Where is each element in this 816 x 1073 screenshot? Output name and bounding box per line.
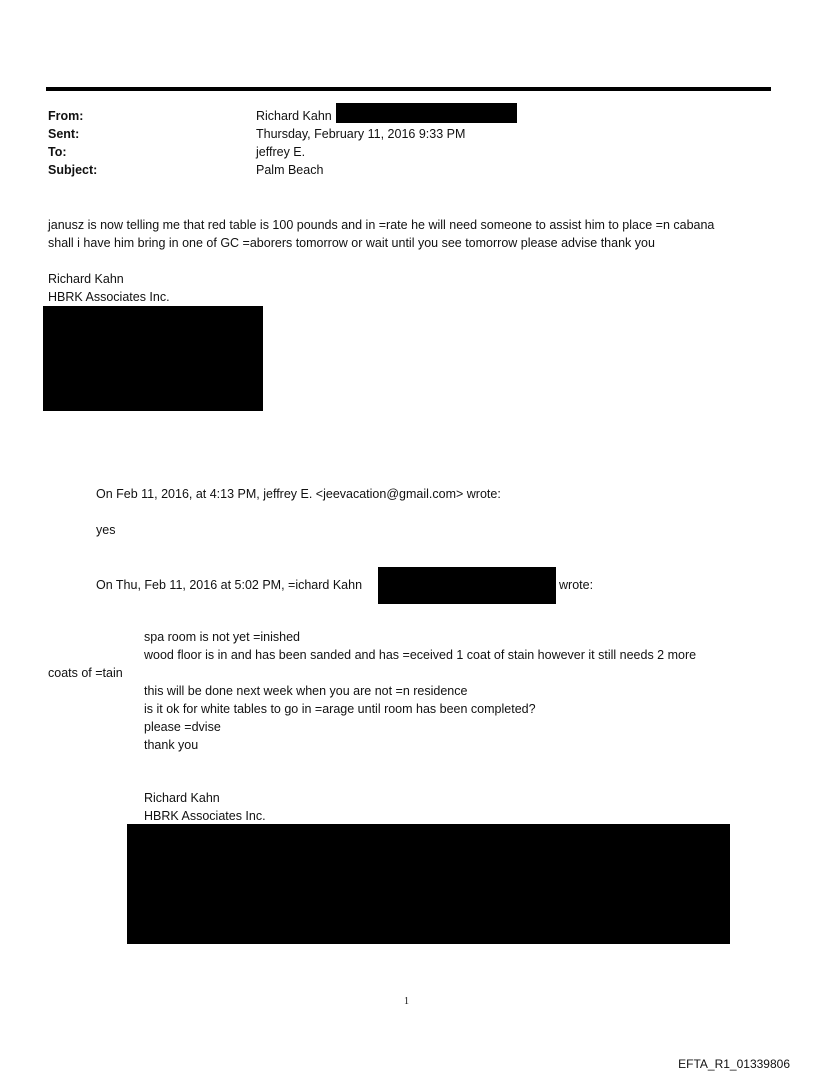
to-value: jeffrey E. — [256, 145, 306, 159]
sent-label: Sent: — [48, 127, 80, 141]
body-line-2: shall i have him bring in one of GC =aborers tomorrow or wait until you see tomorrow please advise thank you — [48, 236, 655, 250]
quote1-reply: yes — [96, 523, 116, 537]
quote2-signature-company: HBRK Associates Inc. — [144, 809, 266, 823]
quote1-intro: On Feb 11, 2016, at 4:13 PM, jeffrey E. <jeevacation@gmail.com> wrote: — [96, 487, 501, 501]
signature-company: HBRK Associates Inc. — [48, 290, 170, 304]
header-rule — [46, 87, 771, 91]
document-id: EFTA_R1_01339806 — [678, 1057, 790, 1071]
quote2-line: spa room is not yet =inished — [144, 630, 300, 644]
quote2-line: thank you — [144, 738, 199, 752]
from-label: From: — [48, 109, 84, 123]
quote2-intro-wrote: wrote: — [559, 578, 594, 592]
redaction-from-email — [336, 103, 517, 123]
signature-name: Richard Kahn — [48, 272, 124, 286]
redaction-quote2-signature-block — [127, 824, 730, 944]
quote2-signature-name: Richard Kahn — [144, 791, 220, 805]
redaction-quote2-email — [378, 567, 556, 604]
quote2-line: please =dvise — [144, 720, 221, 734]
sent-value: Thursday, February 11, 2016 9:33 PM — [256, 127, 466, 141]
from-value: Richard Kahn — [256, 109, 332, 123]
redaction-signature-block — [43, 306, 263, 411]
to-label: To: — [48, 145, 67, 159]
quote2-intro: On Thu, Feb 11, 2016 at 5:02 PM, =ichard Kahn — [96, 578, 363, 592]
quote2-line: coats of =tain — [48, 666, 123, 680]
quote2-line: is it ok for white tables to go in =arage until room has been completed? — [144, 702, 536, 716]
body-line-1: janusz is now telling me that red table is 100 pounds and in =rate he will need someone to assist him to place =n cabana — [48, 218, 715, 232]
page-number: 1 — [404, 996, 409, 1007]
quote2-line: this will be done next week when you are not =n residence — [144, 684, 468, 698]
quote2-line: wood floor is in and has been sanded and has =eceived 1 coat of stain however it still needs 2 more — [144, 648, 697, 662]
subject-label: Subject: — [48, 163, 98, 177]
subject-value: Palm Beach — [256, 163, 324, 177]
